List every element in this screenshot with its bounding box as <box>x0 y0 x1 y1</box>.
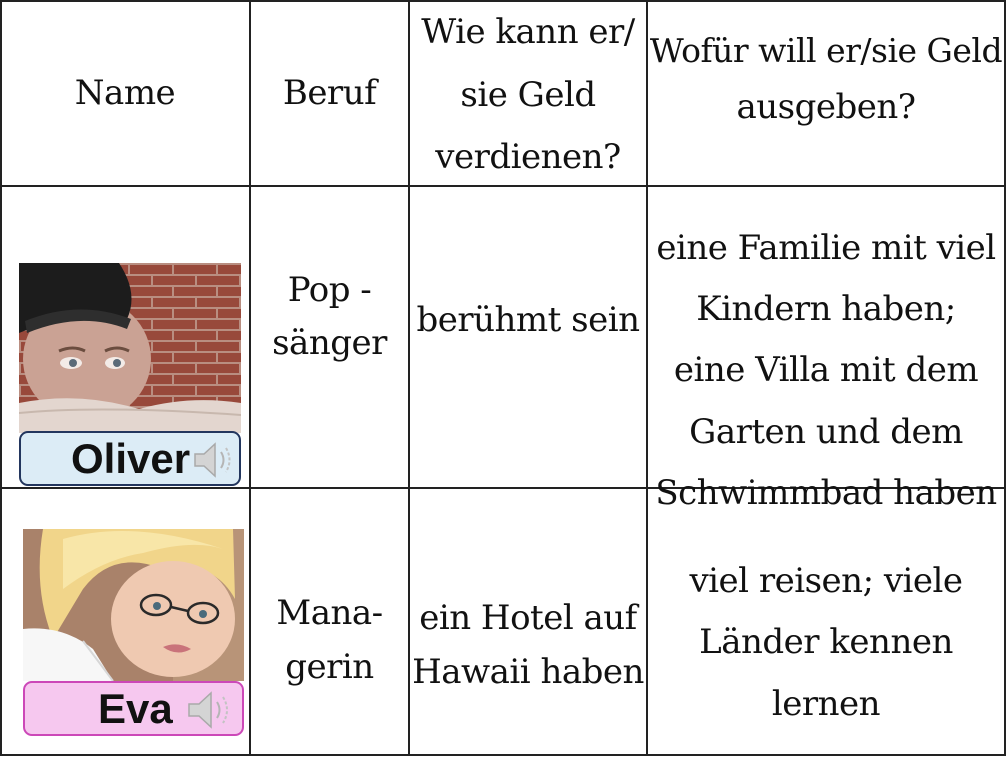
header-beruf: Beruf <box>282 72 377 113</box>
eva-verdienen: ein Hotel auf Hawaii haben <box>412 597 644 692</box>
eva-beruf: Mana- gerin <box>276 592 383 687</box>
oliver-name-label: Oliver <box>71 434 191 482</box>
header-name: Name <box>74 72 176 113</box>
oliver-ausgeben: eine Familie mit viel Kindern haben; eine Villa mit dem Garten und dem Schwimmbad haben <box>655 228 997 513</box>
oliver-nameplate[interactable] <box>19 431 241 486</box>
speaker-icon[interactable] <box>185 689 237 735</box>
eva-photo <box>23 529 244 681</box>
oliver-beruf: Pop - sänger <box>272 270 387 363</box>
oliver-verdienen: berühmt sein <box>416 299 640 340</box>
eva-nameplate[interactable] <box>23 681 244 736</box>
speaker-icon[interactable] <box>191 440 239 484</box>
table-border-bottom <box>0 754 1006 756</box>
eva-ausgeben: viel reisen; viele Länder kennen lernen <box>689 561 963 724</box>
header-verdienen: Wie kann er/ sie Geld verdienen? <box>421 11 635 178</box>
eva-name-label: Eva <box>98 684 173 732</box>
oliver-photo <box>19 263 241 433</box>
header-ausgeben: Wofür will er/sie Geld ausgeben? <box>649 31 1003 128</box>
